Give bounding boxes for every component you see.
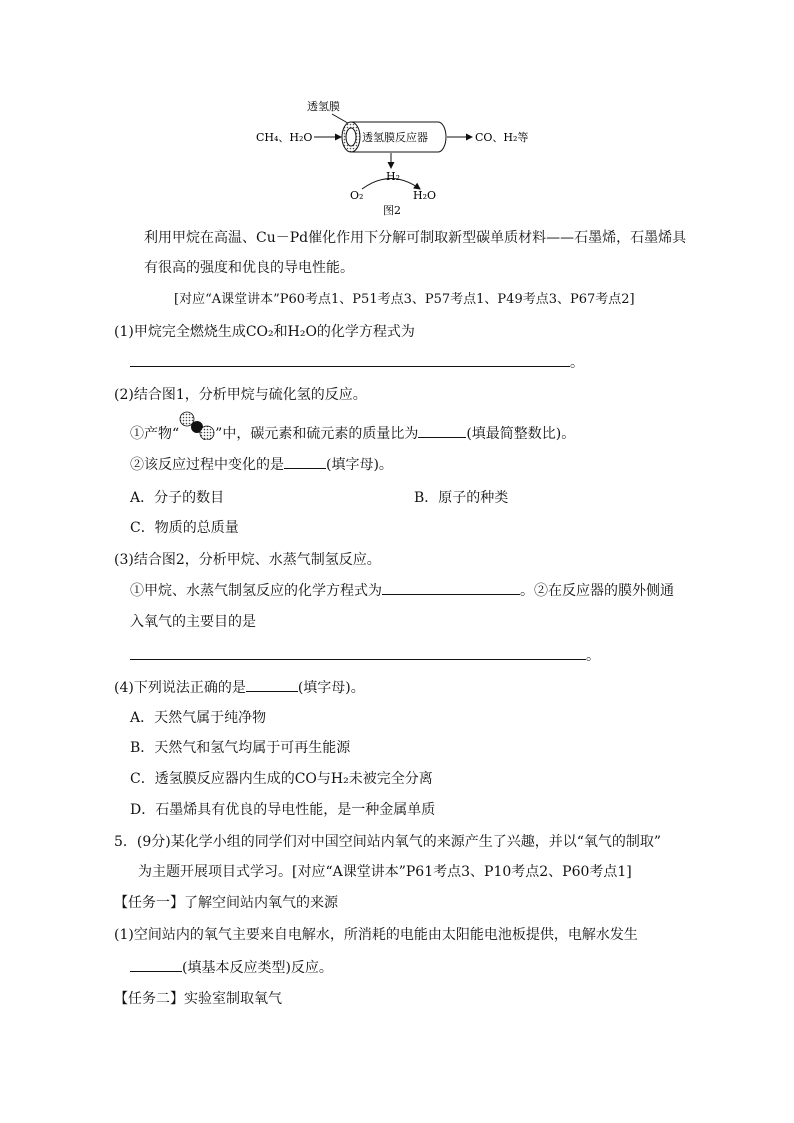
task1-q1-row <box>130 957 333 978</box>
q5-line-1: 5．(9分)某化学小组的同学们对中国空间站内氧气的来源产生了兴趣，并以“氧气的制取” <box>114 834 662 850</box>
q2-sub2-blank[interactable] <box>284 454 326 469</box>
reactor-diagram <box>250 96 550 218</box>
task1-q1-text: (1)空间站内的氧气主要来自电解水，所消耗的电能由太阳能电池板提供，电解水发生 <box>114 927 638 943</box>
q2-sub2-row <box>130 454 393 475</box>
o2-label: O₂ <box>350 189 364 202</box>
q3-sub1-mid: 。②在反应器的膜外侧通 <box>520 583 674 599</box>
q2-text: (2)结合图1，分析甲烷与硫化氢的反应。 <box>114 387 367 403</box>
q2-sub1-end: (填最简整数比)。 <box>466 426 576 442</box>
membrane-label: 透氢膜 <box>307 100 340 113</box>
h2o-label: H₂O <box>413 189 437 202</box>
intro-line-2: 有很高的强度和优良的导电性能。 <box>144 260 354 276</box>
task1-q1-blank[interactable] <box>130 957 182 972</box>
q4-option-b: B．天然气和氢气均属于可再生能源 <box>130 740 351 756</box>
q3-sub1-line2: 入氧气的主要目的是 <box>130 614 256 630</box>
intro-line-1: 利用甲烷在高温、Cu－Pd催化作用下分解可制取新型碳单质材料——石墨烯，石墨烯具 <box>144 230 687 246</box>
task2-heading: 【任务二】实验室制取氧气 <box>114 991 282 1007</box>
q1-text: (1)甲烷完全燃烧生成CO₂和H₂O的化学方程式为 <box>114 324 415 340</box>
q4-end: (填字母)。 <box>297 680 365 696</box>
q3-period: 。 <box>586 648 600 664</box>
q3-sub1-row <box>130 580 674 601</box>
task1-heading: 【任务一】了解空间站内氧气的来源 <box>114 895 338 911</box>
q3-answer-blank[interactable] <box>130 645 586 660</box>
q4-option-c: C．透氢膜反应器内生成的CO与H₂未被完全分离 <box>130 771 433 787</box>
q2-option-a: A．分子的数目 <box>130 490 225 506</box>
q2-option-b: B．原子的种类 <box>414 490 509 506</box>
q4-prefix: (4)下列说法正确的是 <box>114 680 246 696</box>
task1-q1-end: (填基本反应类型)反应。 <box>182 960 333 976</box>
membrane-reactor-figure <box>250 96 550 218</box>
q2-sub1-row <box>130 420 575 444</box>
q5-line-2: 为主题开展项目式学习。[对应“A课堂讲本”P61考点3、P10考点2、P60考点1] <box>138 864 632 880</box>
q1-answer-blank[interactable] <box>130 352 570 367</box>
q1-period: 。 <box>570 355 584 371</box>
q3-sub1-prefix: ①甲烷、水蒸气制氢反应的化学方程式为 <box>130 583 382 599</box>
q4-option-d: D．石墨烯具有优良的导电性能，是一种金属单质 <box>130 802 436 818</box>
q2-sub2-prefix: ②该反应过程中变化的是 <box>130 457 284 473</box>
q2-sub1-blank[interactable] <box>418 423 466 438</box>
cs2-molecule-icon <box>179 420 215 444</box>
q4-blank[interactable] <box>246 677 298 692</box>
output-label: CO、H₂等 <box>475 131 529 144</box>
q4-row <box>114 677 365 698</box>
q2-sub2-end: (填字母)。 <box>326 457 393 473</box>
q4-option-a: A．天然气属于纯净物 <box>130 710 267 726</box>
q3-answer-row <box>130 645 600 666</box>
q3-sub1-blank[interactable] <box>382 580 520 595</box>
q2-sub1-prefix: ①产物“ <box>130 426 180 442</box>
h2-label: H₂ <box>386 170 401 183</box>
reactor-end-inner <box>346 128 356 146</box>
q2-option-c: C．物质的总质量 <box>130 520 239 536</box>
q1-answer-row <box>130 352 584 373</box>
intro-reference: [对应“A课堂讲本”P60考点1、P51考点3、P57考点1、P49考点3、P67考点2] <box>174 292 635 307</box>
figure-caption: 图2 <box>383 204 401 217</box>
reactor-label: 透氢膜反应器 <box>362 131 428 144</box>
input-label: CH₄、H₂O <box>256 131 313 144</box>
q3-text: (3)结合图2，分析甲烷、水蒸气制氢反应。 <box>114 552 381 568</box>
q2-sub1-suffix: ”中，碳元素和硫元素的质量比为 <box>215 426 419 442</box>
